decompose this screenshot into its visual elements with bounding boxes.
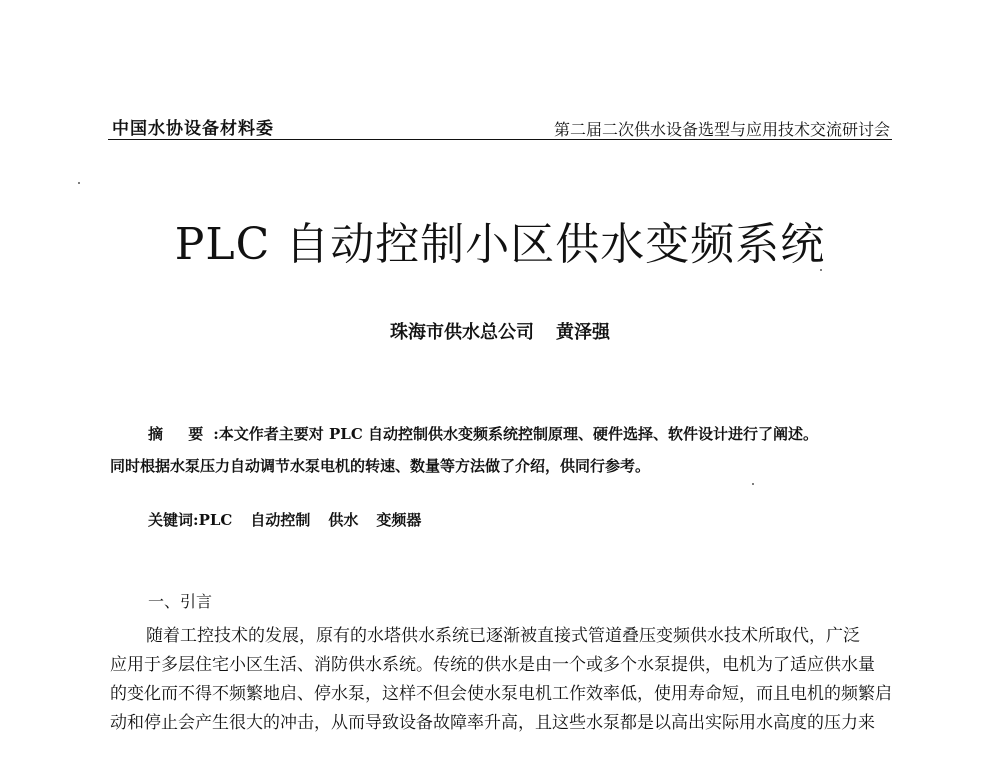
paper-title: PLC 自动控制小区供水变频系统 — [174, 219, 826, 270]
abstract-label: 摘 要 — [148, 425, 214, 443]
scan-speck — [752, 483, 754, 485]
section-body — [110, 622, 900, 738]
abstract-text-1: :本文作者主要对 PLC 自动控制供水变频系统控制原理、硬件选择、软件设计进行了阐述。 — [213, 425, 818, 443]
header-conference: 第二届二次供水设备选型与应用技术交流研讨会 — [553, 120, 890, 139]
abstract — [110, 418, 900, 482]
keyword: 供水 — [328, 511, 359, 529]
author-line — [0, 318, 1000, 344]
body-line: 的变化而不得不频繁地启、停水泵，这样不但会使水泵电机工作效率低，使用寿命短，而且电机的频繁启 — [110, 684, 892, 704]
scan-speck — [78, 182, 80, 184]
body-line: 动和停止会产生很大的冲击，从而导致设备故障率升高，且这些水泵都是以高出实际用水高度的压力来 — [110, 713, 875, 733]
author-affiliation: 珠海市供水总公司 — [390, 322, 534, 343]
header-organization: 中国水协设备材料委 — [112, 119, 274, 139]
keyword: PLC — [198, 511, 233, 529]
header-rule — [108, 139, 892, 140]
abstract-line — [110, 418, 900, 450]
body-line: 随着工控技术的发展，原有的水塔供水系统已逐渐被直接式管道叠压变频供水技术所取代，广泛 — [146, 626, 860, 646]
author-name: 黄泽强 — [556, 322, 610, 343]
keywords-label: 关键词 — [148, 511, 194, 529]
body-line: 应用于多层住宅小区生活、消防供水系统。传统的供水是由一个或多个水泵提供，电机为了适应供水量 — [110, 655, 875, 675]
keyword: 自动控制 — [250, 511, 311, 529]
abstract-text-2: 同时根据水泵压力自动调节水泵电机的转速、数量等方法做了介绍，供同行参考。 — [110, 457, 651, 475]
keyword: 变频器 — [376, 511, 422, 529]
section-heading: 一、引言 — [148, 592, 213, 611]
keywords: 关键词:PLC 自动控制 供水 变频器 — [148, 511, 422, 529]
